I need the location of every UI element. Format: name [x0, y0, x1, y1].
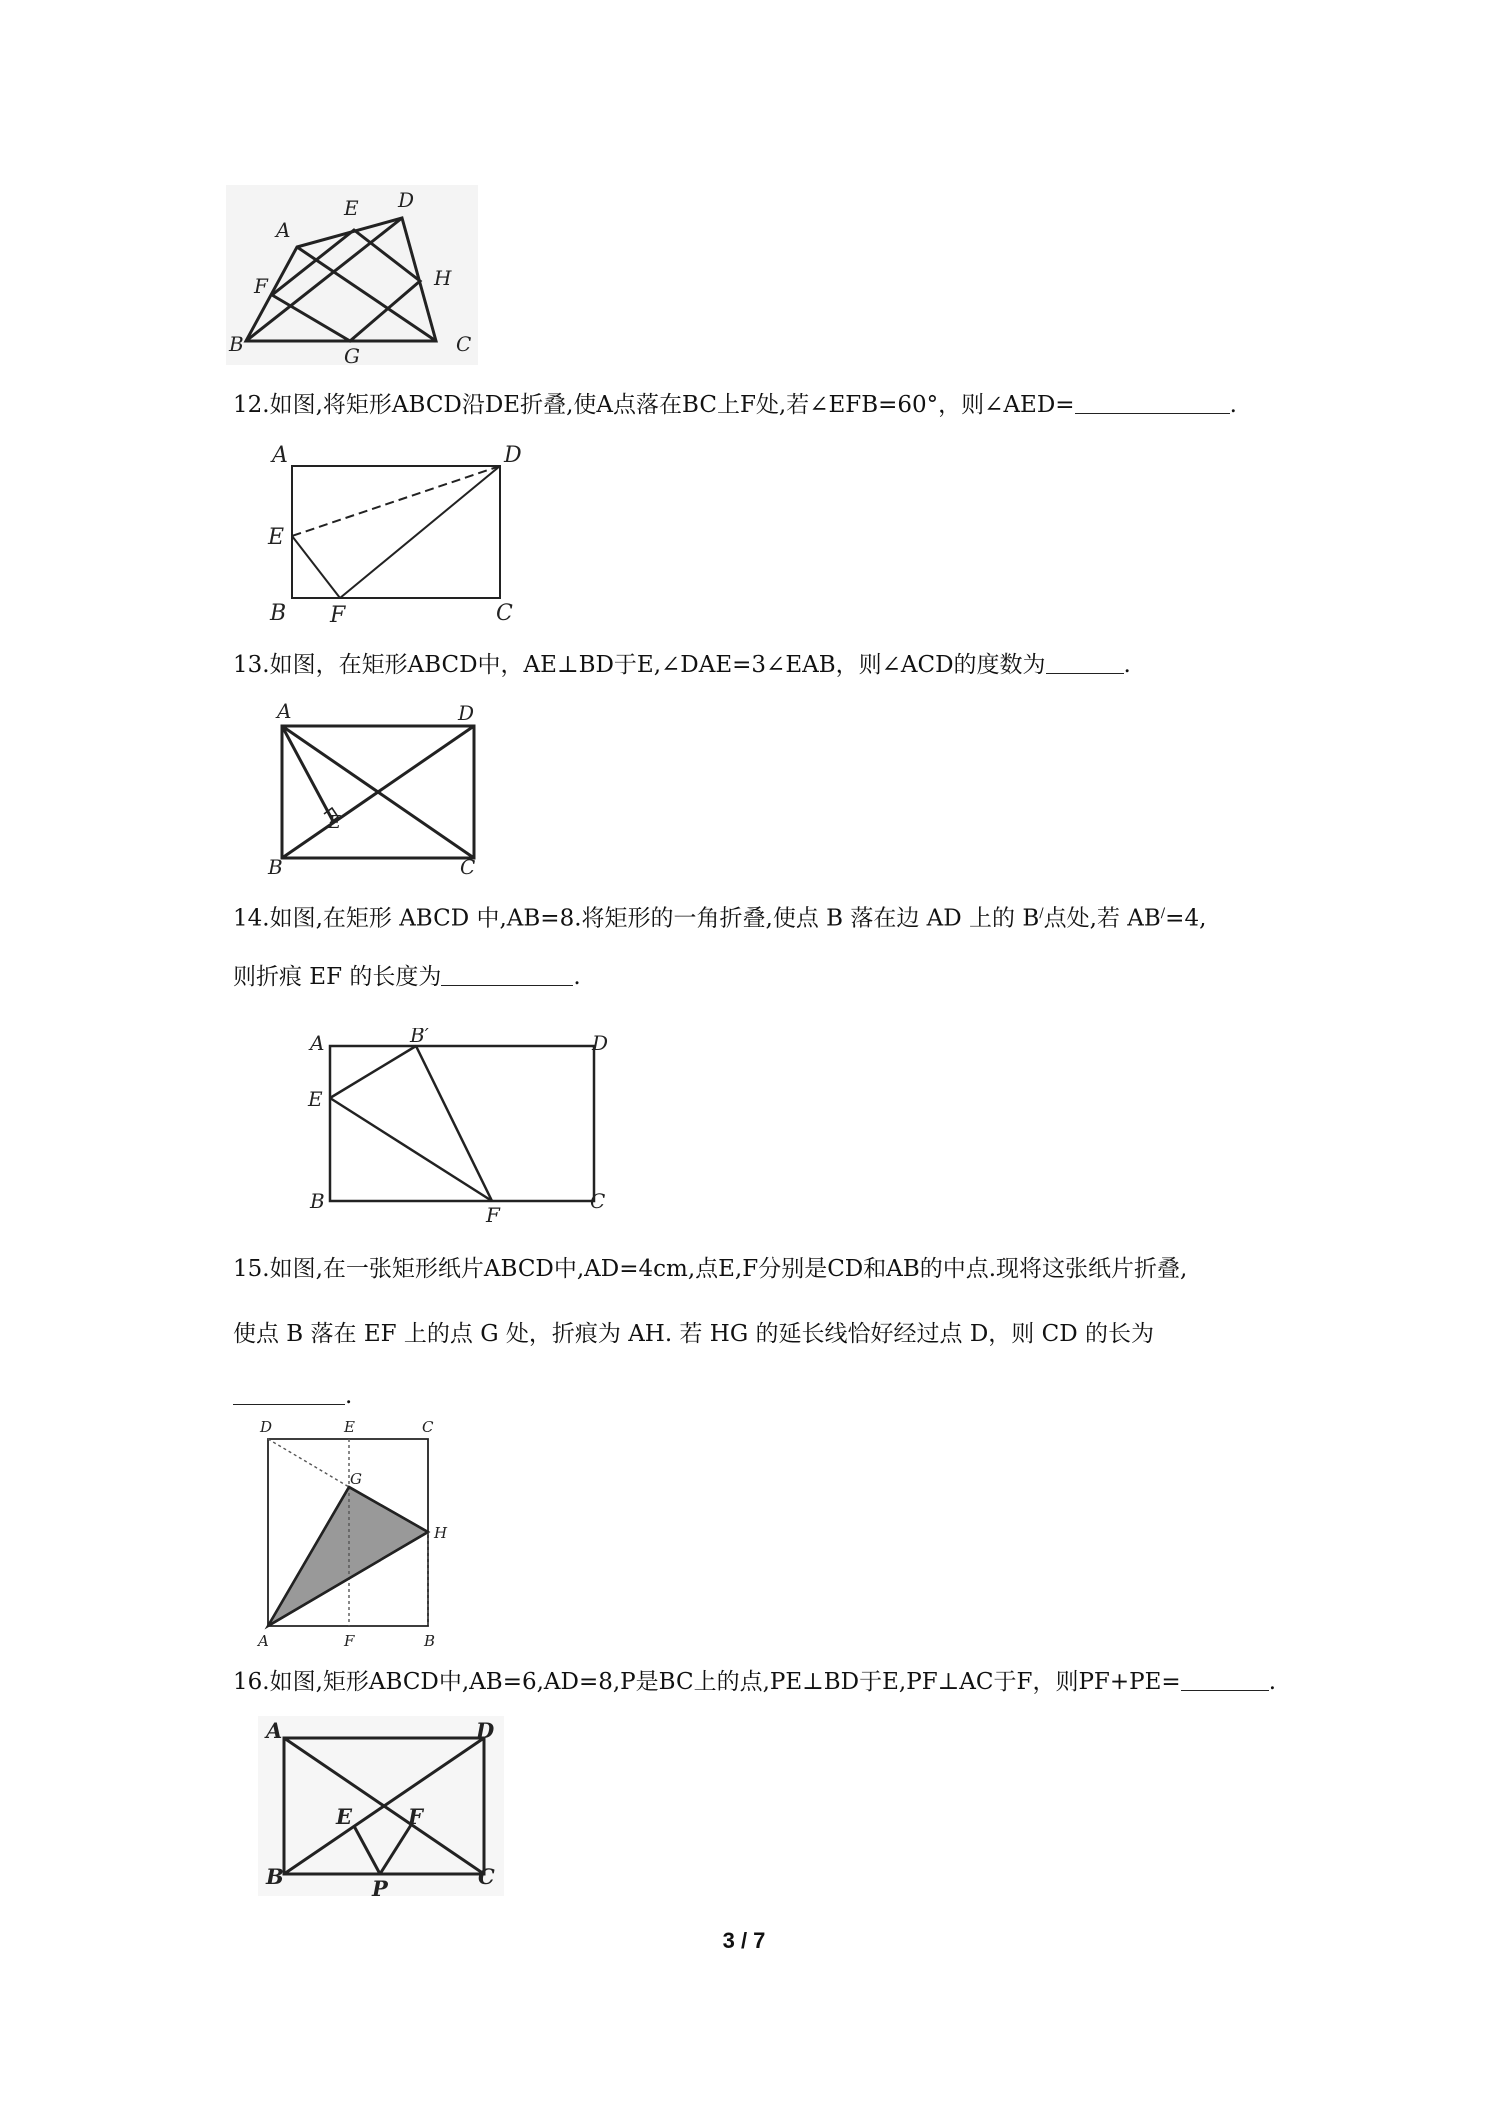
answer-blank-12[interactable] [1075, 389, 1230, 414]
answer-blank-15[interactable] [233, 1380, 345, 1405]
label-F: F [486, 1203, 500, 1224]
figure-16 [258, 1716, 504, 1896]
question-12: 12.如图,将矩形ABCD沿DE折叠,使A点落在BC上F处,若∠EFB=60°，则∠AED= . [233, 389, 1237, 421]
label-B: B [268, 855, 283, 879]
label-A: A [258, 1632, 269, 1650]
label-C: C [460, 855, 476, 879]
figure-11 [226, 185, 478, 365]
figure-14 [306, 1028, 612, 1224]
label-C: C [496, 601, 513, 626]
figure-13 [262, 698, 484, 880]
label-B: B [424, 1632, 436, 1650]
question-16: 16.如图,矩形ABCD中,AB=6,AD=8,P是BC上的点,PE⊥BD于E,PF⊥AC于F，则PF+PE= . [233, 1666, 1276, 1698]
label-P: P [372, 1876, 388, 1896]
figure-12 [262, 438, 530, 626]
label-A: A [276, 218, 291, 242]
question-14-line2: 则折痕 EF 的长度为 . [233, 961, 581, 993]
label-D: D [398, 188, 415, 212]
label-D: D [458, 701, 475, 725]
label-E: E [308, 1087, 323, 1111]
label-F: F [344, 1632, 355, 1650]
label-E: E [344, 1418, 355, 1436]
page-number: 3 / 7 [722, 1928, 766, 1953]
figure-15 [256, 1416, 456, 1650]
label-C: C [478, 1864, 495, 1889]
answer-blank-13[interactable] [1046, 649, 1124, 674]
label-D: D [592, 1031, 609, 1055]
label-A: A [272, 443, 288, 468]
label-B: B [310, 1189, 325, 1213]
label-C: C [422, 1418, 434, 1436]
label-E: E [268, 525, 285, 550]
question-14: 14.如图,在矩形 ABCD 中,AB=8.将矩形的一角折叠,使点 B 落在边 AD 上的 B/点处,若 AB/=4, [233, 905, 1207, 932]
label-D: D [260, 1418, 273, 1436]
label-H: H [434, 1524, 448, 1542]
label-F: F [408, 1804, 423, 1829]
label-B: B [270, 601, 287, 626]
label-B: B [266, 1864, 284, 1889]
label-E: E [344, 196, 359, 220]
answer-blank-16[interactable] [1181, 1666, 1269, 1691]
label-G: G [350, 1470, 362, 1488]
label-A: A [266, 1718, 283, 1743]
question-13: 13.如图，在矩形ABCD中，AE⊥BD于E,∠DAE=3∠EAB，则∠ACD的度数为 . [233, 649, 1131, 681]
label-B-prime: B′ [410, 1028, 430, 1047]
label-E: E [328, 812, 342, 833]
label-D: D [476, 1718, 495, 1743]
label-H: H [434, 266, 452, 290]
label-G: G [344, 344, 360, 365]
label-C: C [456, 332, 472, 356]
question-15: 15.如图,在一张矩形纸片ABCD中,AD=4cm,点E,F分别是CD和AB的中点.现将这张纸片折叠, [233, 1256, 1188, 1282]
answer-blank-14[interactable] [441, 961, 573, 986]
label-F: F [254, 274, 268, 298]
question-15-line2: 使点 B 落在 EF 上的点 G 处，折痕为 AH. 若 HG 的延长线恰好经过点 D，则 CD 的长为 [233, 1321, 1154, 1347]
label-D: D [504, 443, 522, 468]
label-F: F [330, 603, 346, 626]
label-A: A [277, 699, 292, 723]
label-C: C [590, 1189, 606, 1213]
label-E: E [336, 1804, 353, 1829]
label-A: A [310, 1031, 325, 1055]
label-B: B [229, 332, 244, 356]
question-15-line3: . [233, 1380, 352, 1412]
